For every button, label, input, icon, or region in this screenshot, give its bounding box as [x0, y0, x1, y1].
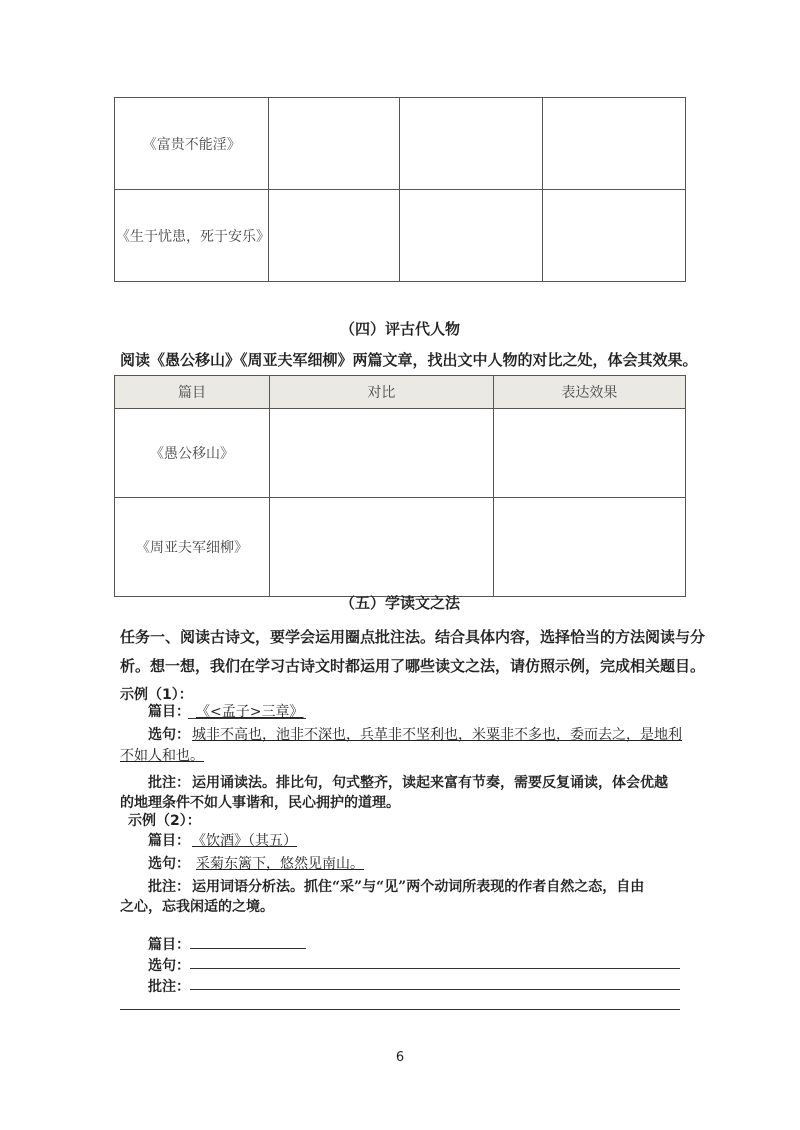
field-label: 批注： — [148, 879, 190, 895]
field-label: 批注： — [148, 979, 190, 995]
table-row — [115, 498, 686, 597]
table-cell: 《愚公移山》 — [115, 409, 270, 498]
title-value: 《饮酒》（其五） — [192, 833, 297, 849]
column-header: 对比 — [270, 376, 494, 409]
example-label: 示例（1）： — [120, 687, 193, 703]
field-label: 选句： — [148, 727, 190, 743]
table-header-row — [115, 376, 686, 409]
table-row — [115, 409, 686, 498]
field-label: 选句： — [148, 958, 190, 974]
note-text-line: 运用词语分析法。抓住“采”与“见”两个动词所表现的作者自然之态，自由 — [192, 879, 645, 895]
sentence-text-line: 城非不高也，池非不深也，兵革非不坚利也，米粟非不多也，委而去之，是地利 — [192, 727, 682, 743]
field-label: 批注： — [148, 775, 190, 791]
field-label: 篇目： — [148, 704, 190, 720]
table-cell[interactable] — [542, 190, 685, 282]
table-comparison-continued — [114, 97, 686, 282]
field-label: 篇目： — [148, 833, 190, 849]
section-title: （四）评古代人物 — [339, 320, 460, 338]
table-cell[interactable] — [270, 409, 494, 498]
table-cell[interactable] — [542, 98, 685, 190]
column-header: 表达效果 — [493, 376, 685, 409]
sentence-answer-line[interactable] — [190, 968, 680, 969]
underlined-text: 《<孟子>三章》 — [196, 704, 304, 720]
page-number: 6 — [395, 1050, 405, 1065]
column-header: 篇目 — [115, 376, 270, 409]
table-row — [115, 98, 686, 190]
example-label: 示例（2）： — [128, 813, 201, 829]
table-cell[interactable] — [493, 409, 685, 498]
table-cell: 《生于忧患，死于安乐》 — [115, 190, 269, 282]
field-label: 选句： — [148, 856, 190, 872]
table-character-contrast — [114, 375, 686, 597]
note-text-line: 运用诵读法。排比句，句式整齐，读起来富有节奏，需要反复诵读，体会优越 — [192, 775, 668, 791]
sentence-text: 采菊东篱下，悠然见南山。 — [196, 856, 364, 872]
task-text-line: 析。想一想，我们在学习古诗文时都运用了哪些读文之法，请仿照示例，完成相关题目。 — [120, 657, 706, 675]
section-title: （五）学读文之法 — [339, 594, 460, 612]
table-cell: 《周亚夫军细柳》 — [115, 498, 270, 597]
table-cell: 《富贵不能淫》 — [115, 98, 269, 190]
table-row — [115, 190, 686, 282]
note-answer-line[interactable] — [190, 989, 680, 990]
title-answer-line[interactable] — [190, 948, 306, 949]
table-cell[interactable] — [269, 190, 399, 282]
table-cell[interactable] — [269, 98, 399, 190]
sentence-text-line: 不如人和也。 — [120, 748, 204, 764]
instruction-text: 阅读《愚公移山》《周亚夫军细柳》两篇文章，找出文中人物的对比之处，体会其效果。 — [120, 351, 698, 369]
table-cell[interactable] — [399, 190, 542, 282]
underline — [188, 718, 306, 719]
task-text-line: 任务一、阅读古诗文，要学会运用圈点批注法。结合具体内容，选择恰当的方法阅读与分 — [120, 628, 706, 646]
field-label: 篇目： — [148, 937, 190, 953]
note-text-line: 之心，忘我闲适的之境。 — [120, 899, 274, 915]
note-answer-line[interactable] — [120, 1009, 680, 1010]
table-cell[interactable] — [270, 498, 494, 597]
note-text-line: 的地理条件不如人事谐和，民心拥护的道理。 — [120, 795, 400, 811]
table-cell[interactable] — [493, 498, 685, 597]
table-cell[interactable] — [399, 98, 542, 190]
